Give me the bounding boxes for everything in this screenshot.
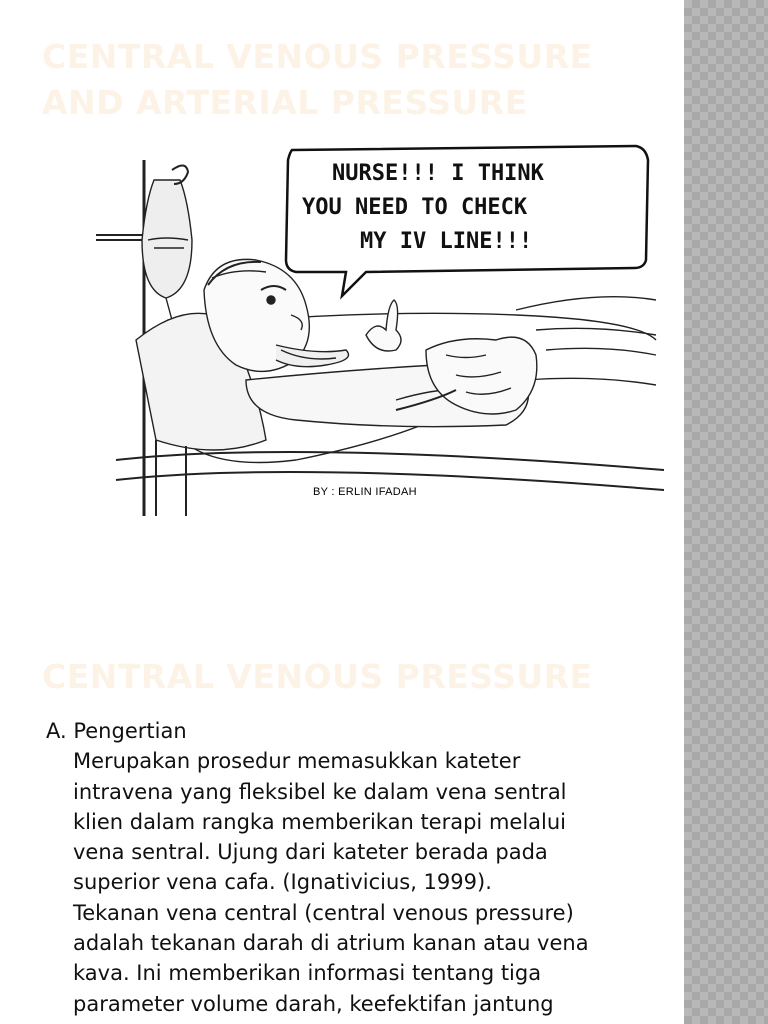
slide-title (42, 34, 662, 126)
title-line-1: CENTRAL VENOUS PRESSURE (42, 37, 593, 76)
speech-line-1: NURSE!!! I THINK (332, 161, 544, 186)
body-line: vena sentral. Ujung dari kateter berada pada (73, 840, 548, 865)
body-line: Merupakan prosedur memasukkan kateter (73, 749, 521, 774)
slide-body (46, 716, 666, 1019)
speech-line-3: MY IV LINE!!! (360, 229, 533, 254)
section-title: CENTRAL VENOUS PRESSURE (42, 657, 593, 696)
title-line-2: AND ARTERIAL PRESSURE (42, 83, 528, 122)
side-decorative-pattern (684, 0, 768, 1024)
section-heading: A. Pengertian (46, 719, 187, 743)
body-line: adalah tekanan darah di atrium kanan atau vena (73, 931, 589, 956)
body-paragraph (46, 746, 666, 1019)
iv-cartoon-illustration (96, 140, 664, 516)
speech-line-2: YOU NEED TO CHECK (302, 195, 528, 220)
body-line: intravena yang fleksibel ke dalam vena sentral (73, 779, 567, 804)
body-line: kava. Ini memberikan informasi tentang tiga (73, 961, 542, 986)
body-line: parameter volume darah, keefektifan jantung (73, 991, 554, 1016)
body-line: klien dalam rangka memberikan terapi melalui (73, 809, 566, 834)
author-credit: BY : ERLIN IFADAH (313, 486, 417, 498)
body-line: superior vena cafa. (Ignativicius, 1999). (73, 870, 492, 895)
body-line: Tekanan vena central (central venous pressure) (73, 900, 574, 925)
